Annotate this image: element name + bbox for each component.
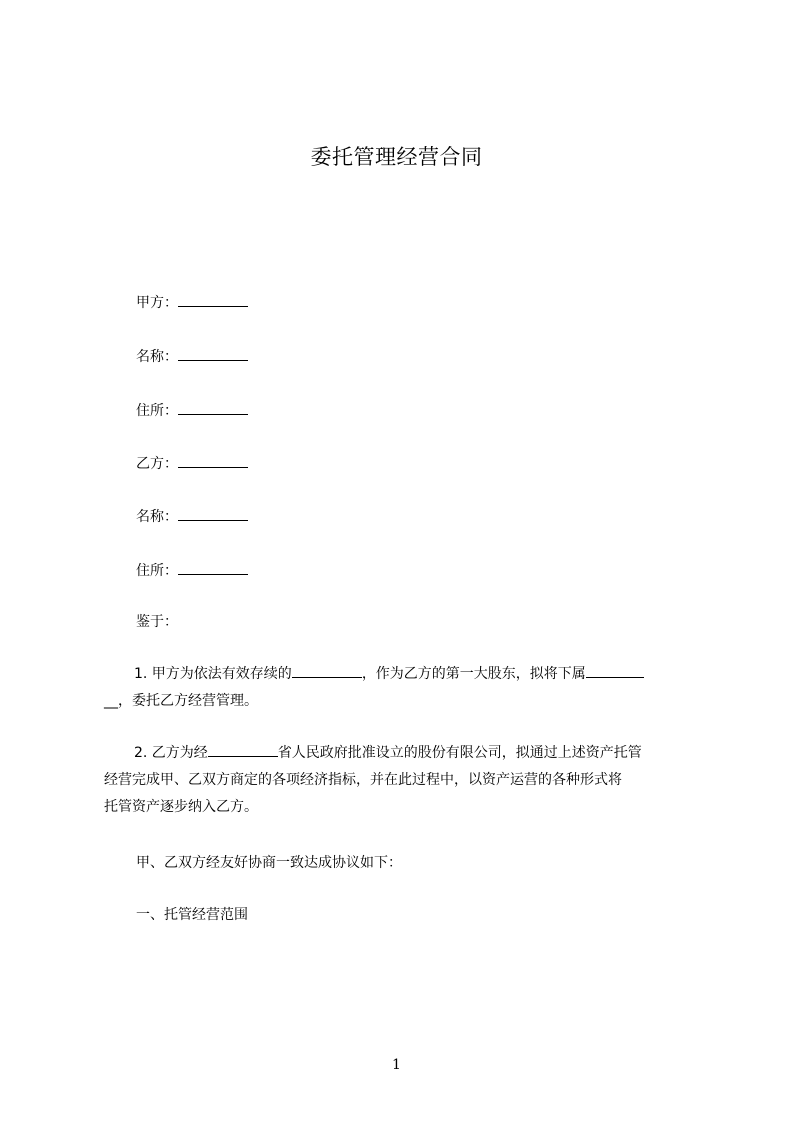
clause-2-text-a: 2. 乙方为经 [134, 745, 208, 761]
clause-1 [104, 661, 708, 715]
clause-1-text-b: ，作为乙方的第一大股东，拟将下属 [361, 666, 586, 682]
clause-1-line-1 [104, 661, 708, 688]
party-a-address-field [136, 399, 248, 421]
recital-heading: 鉴于： [136, 614, 178, 630]
party-a-name-field [136, 345, 248, 367]
party-b-address-label: 住所： [136, 563, 178, 579]
party-b-name-label: 名称： [136, 509, 178, 525]
clause-2-line-1 [104, 740, 708, 767]
party-b-label: 乙方： [136, 456, 178, 472]
party-b-address-blank [178, 559, 248, 575]
clause-2-line-2: 经营完成甲、乙双方商定的各项经济指标，并在此过程中，以资产运营的各种形式将 [104, 772, 622, 788]
clause-1-line-2: __，委托乙方经营管理。 [104, 693, 258, 709]
clause-2-line-3: 托管资产逐步纳入乙方。 [104, 799, 258, 815]
section-1-heading: 一、托管经营范围 [136, 907, 248, 923]
clause-1-blank-a [292, 662, 362, 678]
clause-2-text-b: 省人民政府批准设立的股份有限公司，拟通过上述资产托管 [277, 745, 642, 761]
clause-1-blank-b [586, 662, 644, 678]
clause-1-text-a: 1. 甲方为依法有效存续的 [134, 666, 292, 682]
party-b-name-field [136, 505, 248, 527]
party-a-address-blank [178, 399, 248, 415]
page-title: 委托管理经营合同 [310, 145, 483, 169]
party-b-field [136, 452, 248, 474]
party-a-field [136, 291, 248, 313]
party-b-name-blank [178, 505, 248, 521]
agreement-intro: 甲、乙双方经友好协商一致达成协议如下： [136, 855, 402, 871]
party-b-address-field [136, 559, 248, 581]
page-number: 1 [392, 1057, 401, 1073]
party-b-blank [178, 452, 248, 468]
party-a-name-label: 名称： [136, 349, 178, 365]
clause-2 [104, 740, 708, 821]
party-a-label: 甲方： [136, 295, 178, 311]
clause-2-blank [208, 741, 278, 757]
party-a-name-blank [178, 345, 248, 361]
party-a-address-label: 住所： [136, 403, 178, 419]
party-a-blank [178, 291, 248, 307]
